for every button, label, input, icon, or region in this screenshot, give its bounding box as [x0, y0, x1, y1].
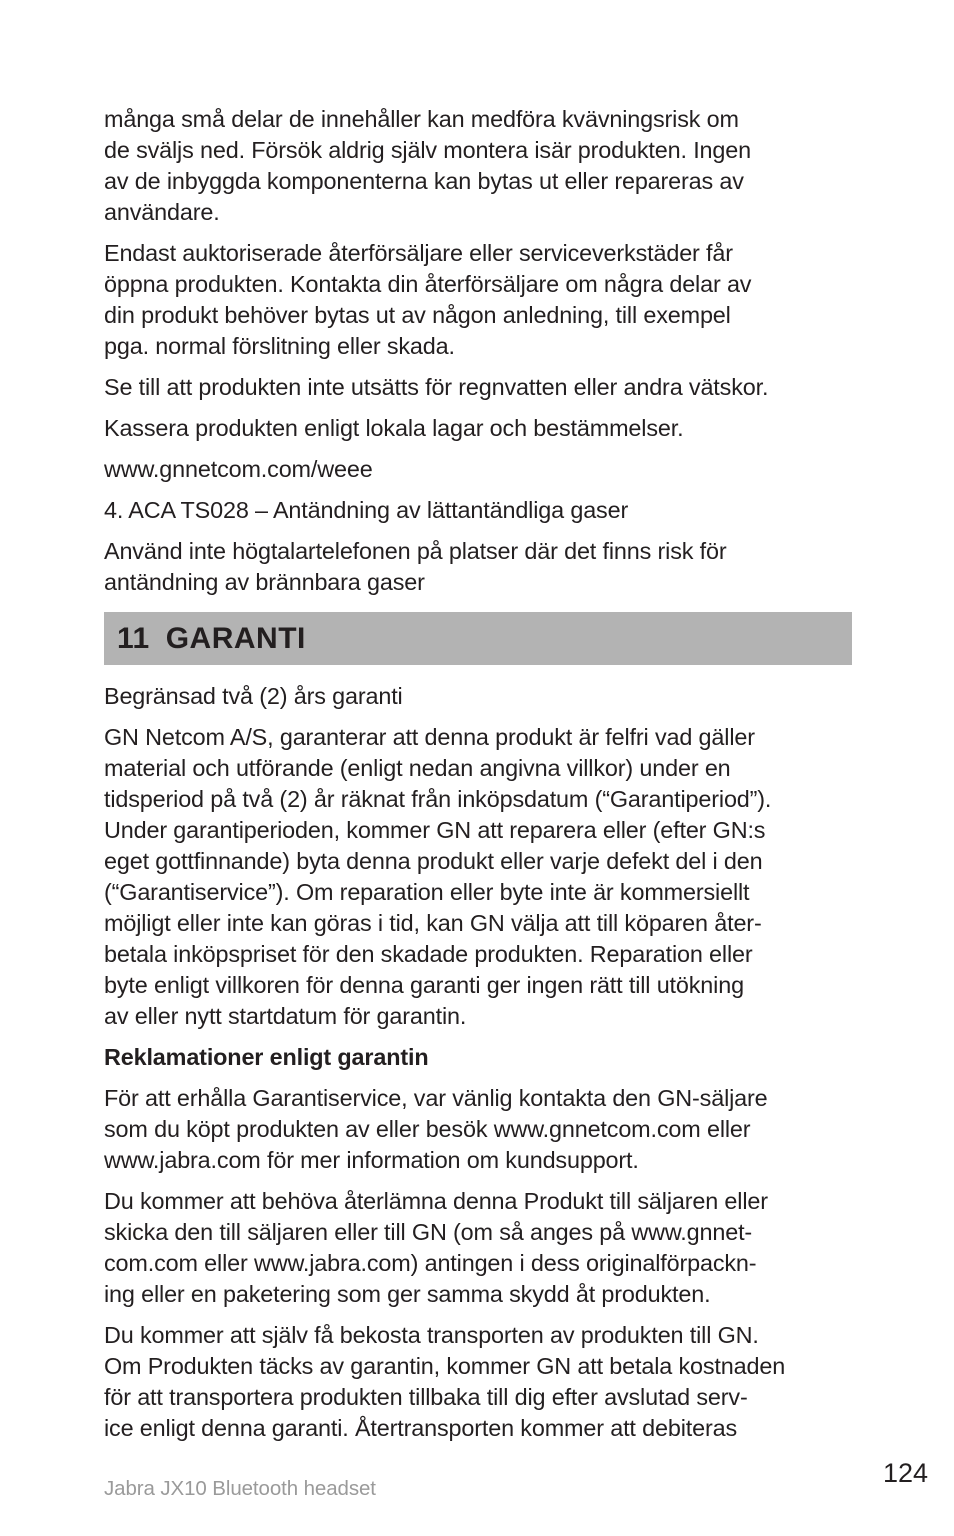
footer-product-name: Jabra JX10 Bluetooth headset — [104, 1477, 376, 1500]
paragraph-weee-link: www.gnnetcom.com/weee — [104, 456, 373, 482]
paragraph-limited-warranty: Begränsad två (2) års garanti — [104, 683, 403, 709]
section-title: GARANTI — [165, 621, 306, 655]
paragraph-return-product: Du kommer att behöva återlämna denna Produkt till säljaren eller skicka den till säljaren eller till GN (om så anges på www.gnnet- com.com eller www.jabra.com) antingen i dess originalförpackn- ing eller en paketering som ger samma skydd åt produkten. — [104, 1188, 768, 1307]
paragraph-aca-ts028: 4. ACA TS028 – Antändning av lättantändliga gaser — [104, 497, 629, 523]
paragraph-authorized-dealers: Endast auktoriserade återförsäljare eller serviceverkstäder får öppna produkten. Kontakta din återförsäljare om några delar av din produkt behöver bytas ut av någon anledning, till exempel pga. normal förslitning eller skada. — [104, 240, 752, 359]
paragraph-disposal: Kassera produkten enligt lokala lagar och bestämmelser. — [104, 415, 684, 441]
paragraph-liquids: Se till att produkten inte utsätts för regnvatten eller andra vätskor. — [104, 374, 769, 400]
section-number: 11 — [117, 621, 150, 655]
paragraph-choking-hazard: många små delar de innehåller kan medföra kvävningsrisk om de sväljs ned. Försök aldrig själv montera isär produkten. Ingen av de inbyggda komponenterna kan bytas ut eller repareras av användare. — [104, 106, 751, 225]
paragraph-contact-dealer: För att erhålla Garantiservice, var vänlig kontakta den GN-säljare som du köpt produkten av eller besök www.gnnetcom.com eller www.jabra.com för mer information om kundsupport. — [104, 1085, 768, 1173]
subheading-warranty-claims: Reklamationer enligt garantin — [104, 1044, 429, 1070]
section-heading-warranty — [104, 612, 852, 665]
paragraph-warranty-terms: GN Netcom A/S, garanterar att denna produkt är felfri vad gäller material och utförande (enligt nedan angivna villkor) under en tidsperiod på två (2) år räknat från inköpsdatum (“Garantiperiod”). Under garantiperioden, kommer GN att reparera eller (efter GN:s eget gottfinnande) byta denna produkt eller varje defekt del i den (“Garantiservice”). Om reparation eller byte inte är kommersiellt möjligt eller inte kan göras i tid, kan GN välja att till köparen åter- betala inköpspriset för den skadade produkten. Reparation eller byte enligt villkoren för denna garanti ger ingen rätt till utökning av eller nytt startdatum för garantin. — [104, 724, 772, 1029]
page-number: 124 — [882, 1458, 928, 1488]
paragraph-transport-costs: Du kommer att själv få bekosta transporten av produkten till GN. Om Produkten täcks av garantin, kommer GN att betala kostnaden för att transportera produkten tillbaka till dig efter avslutad serv- ice enligt denna garanti. Återtransporten kommer att debiteras — [104, 1322, 786, 1441]
page-content — [104, 104, 852, 1454]
paragraph-flammable-gases: Använd inte högtalartelefonen på platser där det finns risk för antändning av brännbara gaser — [104, 538, 727, 595]
